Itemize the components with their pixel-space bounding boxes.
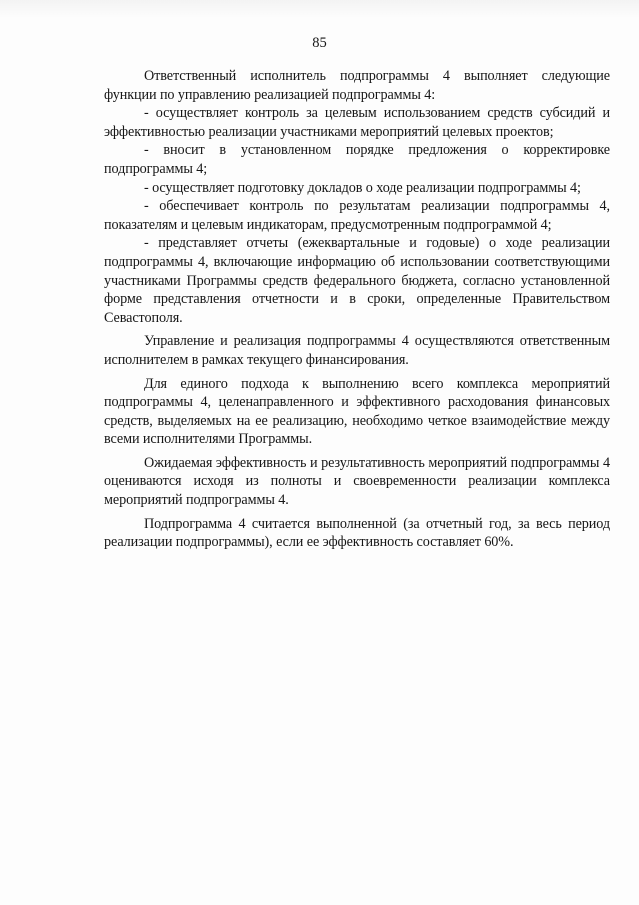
management-paragraph: Управление и реализация подпрограммы 4 осуществляются ответственным исполнителем в рамках текущего финансирования. bbox=[104, 333, 610, 368]
expected-paragraph: Ожидаемая эффективность и результативность мероприятий подпрограммы 4 оцениваются исходя из полноты и своевременности реализации комплекса мероприятий подпрограммы 4. bbox=[104, 454, 610, 509]
approach-paragraph: Для единого подхода к выполнению всего комплекса мероприятий подпрограммы 4, целенаправленного и эффективного расходования финансовых средств, выделяемых на ее реализацию, необходимо четкое взаимодействие между всеми исполнителями Программы. bbox=[104, 375, 610, 448]
function-item: - представляет отчеты (ежеквартальные и годовые) о ходе реализации подпрограммы 4, включающие информацию об использовании соответствующими участниками Программы средств федерального бюджета, согласно установленной форме представления отчетности и в сроки, определенные Правительством Севастополя. bbox=[104, 235, 610, 326]
document-body bbox=[104, 67, 610, 552]
function-item: - осуществляет подготовку докладов о ходе реализации подпрограммы 4; bbox=[144, 179, 581, 196]
intro-paragraph: Ответственный исполнитель подпрограммы 4 выполняет следующие функции по управлению реализацией подпрограммы 4: bbox=[104, 68, 610, 103]
page-number: 85 bbox=[312, 35, 327, 51]
function-item: - обеспечивает контроль по результатам реализации подпрограммы 4, показателям и целевым индикаторам, предусмотренным подпрограммой 4; bbox=[104, 198, 610, 233]
scan-edge bbox=[0, 0, 639, 18]
function-item: - вносит в установленном порядке предложения о корректировке подпрограммы 4; bbox=[104, 142, 610, 177]
completion-paragraph: Подпрограмма 4 считается выполненной (за отчетный год, за весь период реализации подпрограммы), если ее эффективность составляет 60%. bbox=[104, 515, 610, 551]
function-item: - осуществляет контроль за целевым использованием средств субсидий и эффективностью реализации участниками мероприятий целевых проектов; bbox=[104, 105, 610, 140]
